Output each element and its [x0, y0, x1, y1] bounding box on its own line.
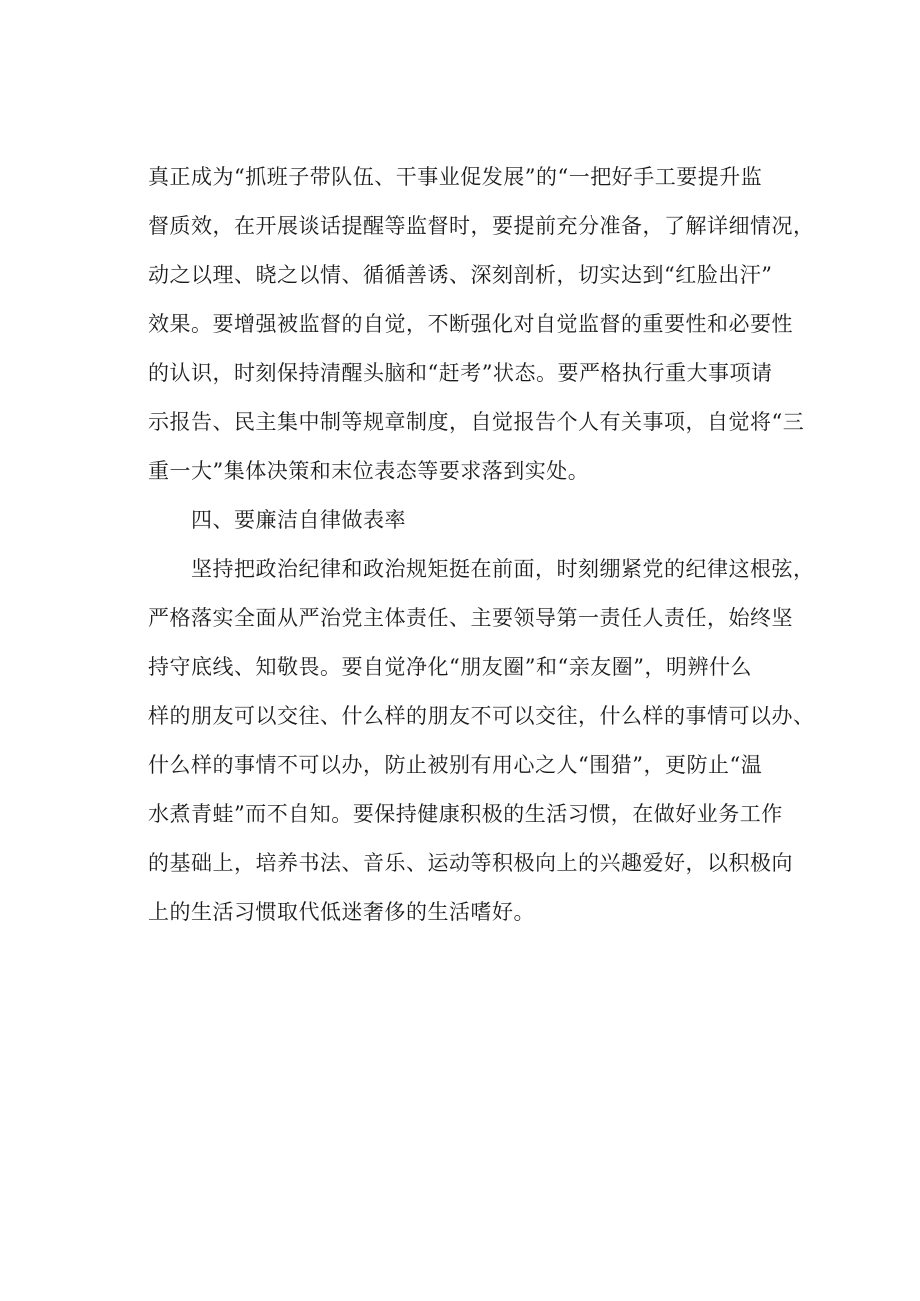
- paragraph-line: 真正成为“抓班子带队伍、干事业促发展”的“一把好手工要提升监: [148, 165, 763, 189]
- paragraph-line: 严格落实全面从严治党主体责任、主要领导第一责任人责任，始终坚: [148, 606, 793, 630]
- paragraph-line: 督质效，在开展谈话提醒等监督时，要提前充分准备，了解详细情况，: [148, 214, 815, 238]
- paragraph-line: 水煮青蛙”而不自知。要保持健康积极的生活习惯，在做好业务工作: [148, 802, 783, 826]
- paragraph-line: 效果。要增强被监督的自觉，不断强化对自觉监督的重要性和必要性: [148, 312, 793, 336]
- paragraph-line: 的基础上，培养书法、音乐、运动等积极向上的兴趣爱好，以积极向: [148, 851, 793, 875]
- paragraph-line: 什么样的事情不可以办，防止被别有用心之人“围猎”，更防止“温: [148, 753, 763, 777]
- paragraph-line: 持守底线、知敬畏。要自觉净化“朋友圈”和“亲友圈”，明辨什么: [148, 655, 752, 679]
- paragraph-line: 上的生活习惯取代低迷奢侈的生活嗜好。: [148, 900, 535, 924]
- paragraph-line: 的认识，时刻保持清醒头脑和“赶考”状态。要严格执行重大事项请: [148, 361, 773, 385]
- paragraph-line: 样的朋友可以交往、什么样的朋友不可以交往，什么样的事情可以办、: [148, 704, 815, 728]
- paragraph-line: 重一大”集体决策和末位表态等要求落到实处。: [148, 459, 590, 483]
- paragraph-line: 坚持把政治纪律和政治规矩挺在前面，时刻绷紧党的纪律这根弦，: [191, 557, 815, 581]
- paragraph-line: 示报告、民主集中制等规章制度，自觉报告个人有关事项，自觉将“三: [148, 410, 805, 434]
- section-heading: 四、要廉洁自律做表率: [191, 508, 406, 532]
- paragraph-line: 动之以理、晓之以情、循循善诱、深刻剖析，切实达到“红脸出汗”: [148, 263, 773, 287]
